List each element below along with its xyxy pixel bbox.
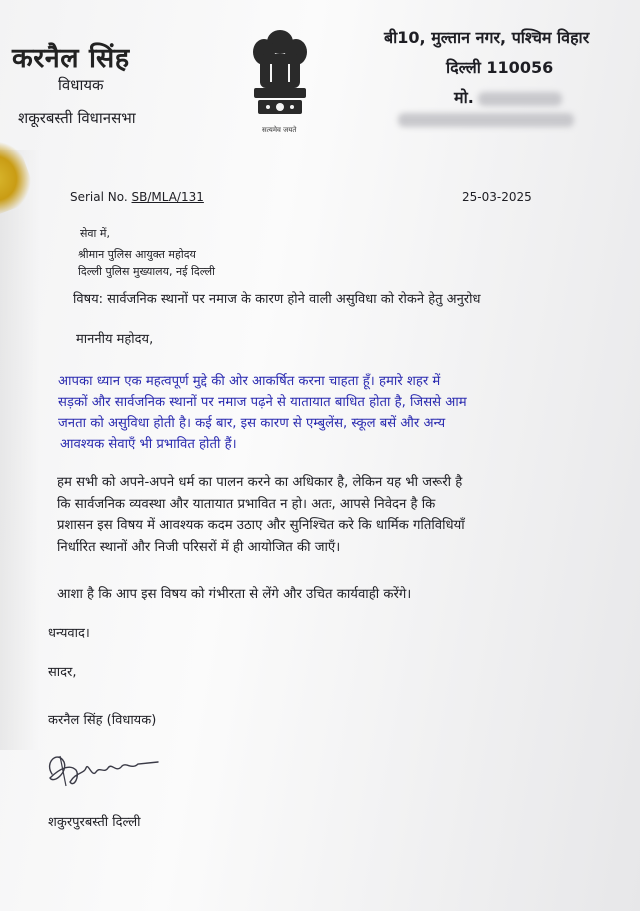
signer-name: करनैल सिंह (विधायक) <box>48 713 157 728</box>
paragraph2-line: प्रशासन इस विषय में आवश्यक कदम उठाए और सुनिश्चित करे कि धार्मिक गतिविधियाँ <box>57 518 465 533</box>
closing-line: सादर, <box>48 665 77 680</box>
subject-line: विषय: सार्वजनिक स्थानों पर नमाज के कारण होने वाली असुविधा को रोकने हेतु अनुरोध <box>73 292 481 307</box>
national-emblem-icon <box>240 18 320 138</box>
redacted-phone <box>478 92 562 106</box>
paragraph2-line: हम सभी को अपने-अपने धर्म का पालन करने का अधिकार है, लेकिन यह भी जरूरी है <box>57 475 463 490</box>
letterhead-designation: विधायक <box>58 76 104 94</box>
thanks-line: धन्यवाद। <box>48 626 90 641</box>
serial-value: SB/MLA/131 <box>131 190 204 204</box>
phone-label: मो. <box>454 88 474 107</box>
recipient-line-2: श्रीमान पुलिस आयुक्त महोदय <box>78 248 196 261</box>
recipient-line-3: दिल्ली पुलिस मुख्यालय, नई दिल्ली <box>78 265 215 278</box>
emblem-motto: सत्यमेव जयते <box>262 126 297 134</box>
letterhead-constituency: शकूरबस्ती विधानसभा <box>18 109 136 127</box>
paragraph2-line: निर्धारित स्थानों और निजी परिसरों में ही आयोजित की जाएँ। <box>57 540 341 555</box>
recipient-line-1: सेवा में, <box>80 227 110 240</box>
handwritten-signature <box>40 744 170 794</box>
paragraph1-line: आपका ध्यान एक महत्वपूर्ण मुद्दे की ओर आकर्षित करना चाहता हूँ। हमारे शहर में <box>58 374 441 389</box>
address-line-1: बी10, मुल्तान नगर, पश्चिम विहार <box>384 28 590 47</box>
serial-number <box>70 190 204 204</box>
paper-shadow <box>0 150 40 750</box>
redacted-email <box>398 113 574 127</box>
salutation: माननीय महोदय, <box>76 332 154 347</box>
footer-place: शकुरपुरबस्ती दिल्ली <box>48 815 141 830</box>
paragraph3: आशा है कि आप इस विषय को गंभीरता से लेंगे और उचित कार्यवाही करेंगे। <box>57 587 412 602</box>
paragraph1-line: जनता को असुविधा होती है। कई बार, इस कारण से एम्बुलेंस, स्कूल बसें और अन्य <box>58 416 446 431</box>
serial-label: Serial No. <box>70 190 132 204</box>
letterhead-name: करनैल सिंह <box>12 43 130 74</box>
paragraph1-line: आवश्यक सेवाएँ भी प्रभावित होती हैं। <box>60 437 237 452</box>
paragraph2-line: कि सार्वजनिक व्यवस्था और यातायात प्रभावित न हो। अतः, आपसे निवेदन है कि <box>57 497 436 512</box>
letter-date: 25-03-2025 <box>462 190 532 204</box>
paragraph1-line: सड़कों और सार्वजनिक स्थानों पर नमाज पढ़ने से यातायात बाधित होता है, जिससे आम <box>58 395 467 410</box>
address-line-2: दिल्ली 110056 <box>446 58 554 77</box>
